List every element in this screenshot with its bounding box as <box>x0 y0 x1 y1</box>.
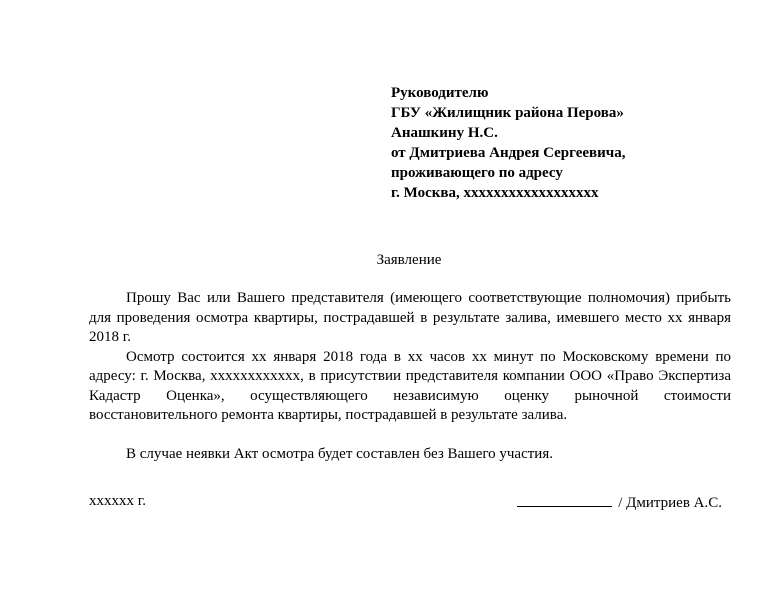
sender-residence-label: проживающего по адресу <box>391 165 563 181</box>
addressee-name: Анашкину Н.С. <box>391 125 498 141</box>
paragraph-request: Прошу Вас или Вашего представителя (имеющего соответствующие полномочия) прибыть для проведения осмотра квартиры, пострадавшей в результате залива, имевшего место xx января 2018 г. <box>89 290 731 345</box>
document-date: xxxxxx г. <box>89 493 146 509</box>
signature-name: / Дмитриев А.С. <box>618 495 722 511</box>
paragraph-absence-notice: В случае неявки Акт осмотра будет составлен без Вашего участия. <box>126 446 553 462</box>
document-title: Заявление <box>376 252 442 268</box>
signature-line <box>517 492 612 507</box>
document-body <box>89 289 731 465</box>
sender-address: г. Москва, xxxxxxxxxxxxxxxxxx <box>391 185 599 201</box>
paragraph-inspection-details: Осмотр состоится xx января 2018 года в xx часов xx минут по Московскому времени по адресу: г. Москва, xxxxxxxxxxxx, в присутствии представителя компании ООО «Право Экспертиза Кадастр Оценка», осуществляющего независимую оценку рыночной стоимости восстановительного ремонта квартиры, пострадавшей в результате залива. <box>89 348 731 423</box>
sender-name: от Дмитриева Андрея Сергеевича, <box>391 145 626 161</box>
addressee-organization: ГБУ «Жилищник района Перова» <box>391 105 624 121</box>
addressee-position: Руководителю <box>391 85 489 101</box>
addressee-block <box>391 83 625 203</box>
signature-block <box>517 492 722 512</box>
